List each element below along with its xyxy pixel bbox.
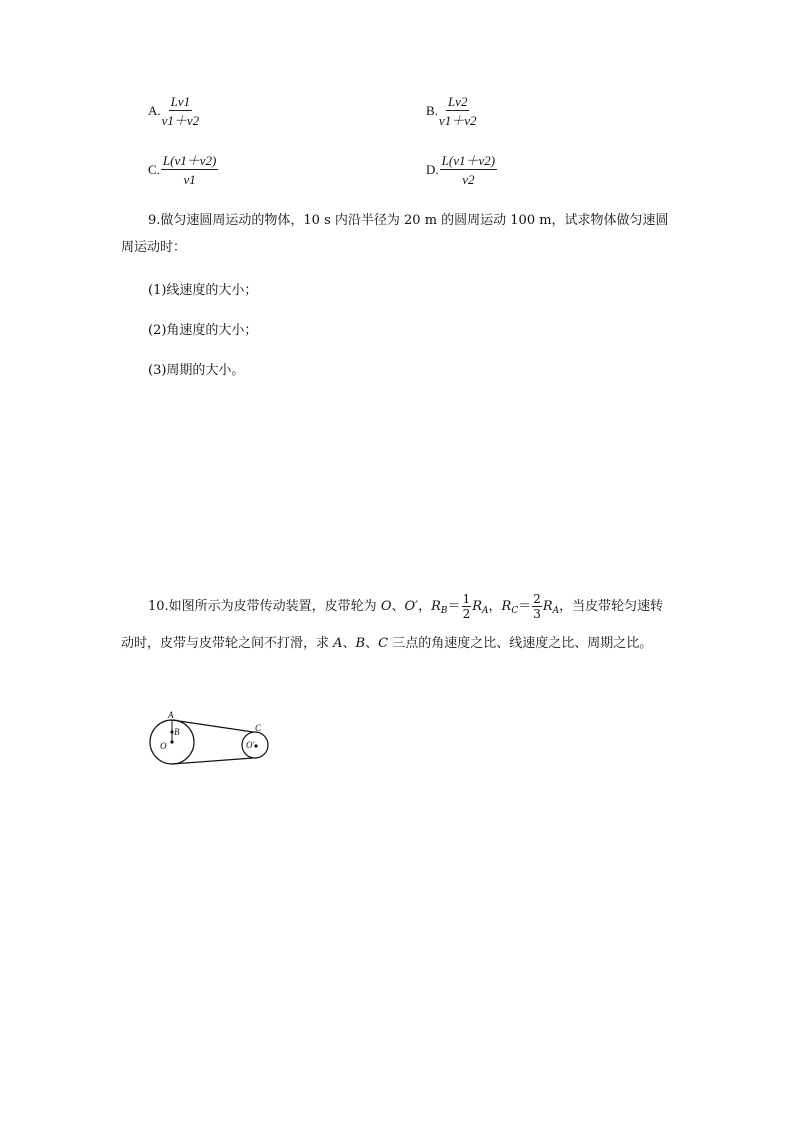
option-a-numerator: Lv1 — [170, 94, 191, 109]
option-c-fraction — [161, 154, 218, 186]
q10-ra2-sub: A — [552, 606, 560, 616]
q10-ra: R — [472, 599, 482, 614]
option-c-numerator: L(v1＋v2) — [162, 153, 217, 168]
option-b-letter: B. — [426, 103, 438, 118]
q9-line1: 9.做匀速圆周运动的物体，10 s 内沿半径为 20 m 的圆周运动 100 m，试求物体做匀速圆 — [148, 213, 669, 228]
label-b: B — [174, 727, 180, 737]
option-a-letter: A. — [148, 103, 161, 118]
q9-sub1: (1)线速度的大小； — [148, 283, 258, 298]
q10-line2-post: 三点的角速度之比、线速度之比、周期之比。 — [388, 636, 653, 651]
label-c: C — [255, 723, 262, 733]
label-a: A — [168, 710, 174, 720]
q10-comma: ， — [418, 599, 432, 614]
q10-line2-pre: 动时，皮带与皮带轮之间不打滑，求 — [121, 636, 334, 651]
option-b-denominator: v1＋v2 — [438, 113, 477, 128]
option-d-fraction — [440, 154, 497, 186]
center-o-dot — [170, 740, 173, 743]
q10-frac-twothirds-den: 3 — [533, 607, 541, 621]
q10-tail1: ，当皮带轮匀速转 — [559, 599, 664, 614]
q10-rc: R — [501, 599, 512, 614]
q10-frac-half-num: 1 — [462, 592, 471, 606]
option-d-numerator: L(v1＋v2) — [441, 153, 496, 168]
q10-eq2: ＝ — [518, 599, 532, 614]
q10-point-a: A — [333, 636, 343, 651]
belt-pulley-diagram — [140, 705, 280, 775]
q10-rb-sub: B — [440, 606, 448, 616]
option-a-denominator: v1＋v2 — [161, 113, 200, 128]
option-d-letter: D. — [426, 162, 439, 177]
q10-frac-twothirds — [532, 593, 542, 620]
q10-rc-sub: C — [511, 606, 519, 616]
q10-frac-half — [462, 593, 472, 620]
q10-ra-sub: A — [482, 606, 489, 616]
q9-sub2: (2)角速度的大小； — [148, 323, 258, 338]
label-oprime: O′ — [246, 740, 255, 750]
label-o: O — [160, 741, 167, 751]
option-a-fraction — [162, 95, 200, 127]
q10-s1: 、 — [342, 636, 356, 651]
q10-eq1: ＝ — [447, 599, 461, 614]
option-c — [148, 154, 218, 186]
option-c-denominator: v1 — [183, 172, 196, 187]
q9-line2: 周运动时： — [121, 240, 187, 255]
q10-sep: 、 — [391, 599, 405, 614]
q10-ra2: R — [542, 599, 553, 614]
q10-o: O — [380, 599, 392, 614]
q10-point-b: B — [355, 636, 366, 651]
q10-line1 — [148, 593, 663, 625]
q10-oprime: O′ — [404, 599, 419, 614]
option-b-numerator: Lv2 — [447, 94, 468, 109]
q10-comma2: ， — [488, 599, 502, 614]
option-c-letter: C. — [148, 162, 160, 177]
center-oprime-dot — [254, 744, 257, 747]
option-d — [426, 154, 497, 186]
q10-line2 — [121, 634, 652, 654]
option-a — [148, 95, 199, 127]
q10-frac-twothirds-num: 2 — [533, 592, 541, 606]
q10-point-c: C — [378, 636, 389, 651]
q10-intro: 10.如图所示为皮带传动装置，皮带轮为 — [148, 599, 381, 614]
option-b — [426, 95, 476, 127]
q9-sub3: (3)周期的大小。 — [148, 363, 245, 378]
option-b-fraction — [439, 95, 477, 127]
q10-frac-half-den: 2 — [462, 607, 471, 621]
q10-s2: 、 — [365, 636, 379, 651]
q10-rb: R — [431, 599, 441, 614]
belt-top — [172, 720, 253, 732]
option-d-denominator: v2 — [462, 172, 475, 187]
